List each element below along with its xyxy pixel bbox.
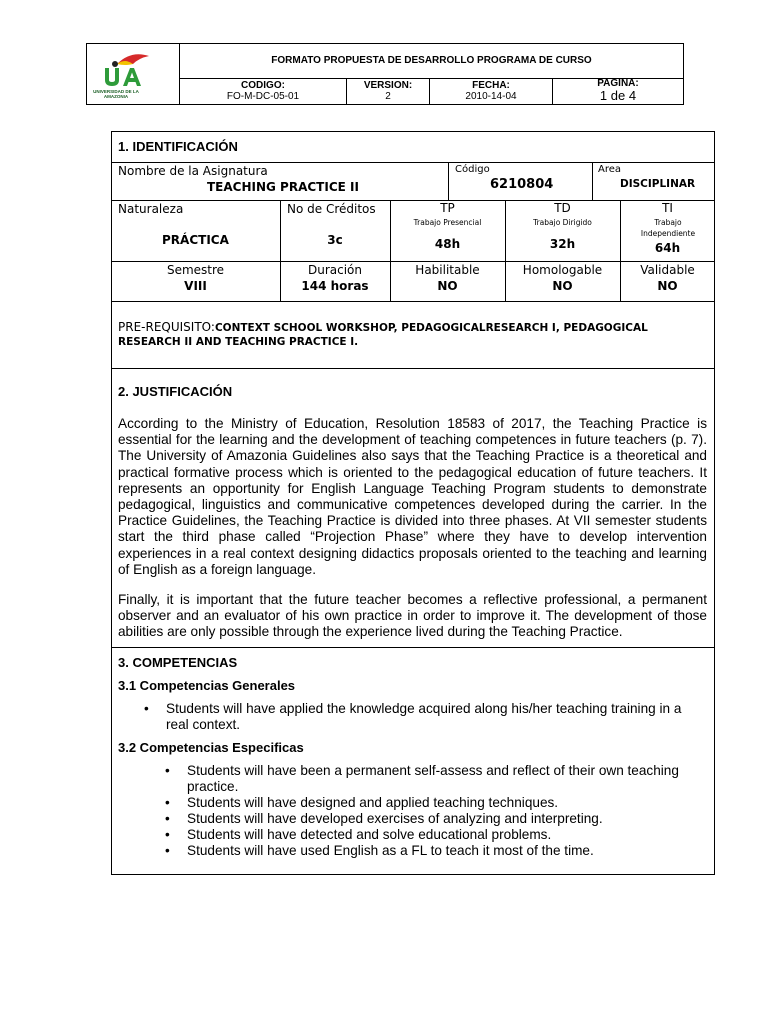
header-version-cell (347, 79, 430, 104)
divider (448, 162, 449, 200)
section-competencias-title: 3. COMPETENCIAS (118, 655, 238, 670)
logo-caption: UNIVERSIDAD DE LA AMAZONIA (93, 89, 139, 99)
naturaleza-value: PRÁCTICA (162, 233, 229, 247)
td-sub: Trabajo Dirigido (533, 218, 592, 227)
creditos-label: No de Créditos (287, 202, 376, 216)
header-fecha-cell (430, 79, 553, 104)
fecha-value: 2010-14-04 (465, 91, 517, 102)
justificacion-paragraph-2: Finally, it is important that the future teacher becomes a reflective professional, a permanent observer and an evaluator of his own practice in order to improve it. The development of those abilities are only possible through the experience lived during the Teaching Practice. (118, 592, 707, 640)
creditos-value: 3c (327, 233, 343, 247)
list-item: • Students will have been a permanent self-assess and reflect of their own teaching practice. (165, 763, 707, 795)
td-label: TD (554, 201, 571, 215)
fecha-label: FECHA: (472, 80, 510, 91)
list-item: • Students will have designed and applied teaching techniques. (165, 795, 707, 811)
divider (111, 301, 715, 302)
codigo-label: CODIGO: (241, 80, 285, 91)
habilitable-value: NO (437, 279, 458, 293)
section-identificacion-title: 1. IDENTIFICACIÓN (118, 139, 238, 154)
nombre-value: TEACHING PRACTICE II (207, 180, 359, 194)
area-value: DISCIPLINAR (620, 178, 696, 190)
version-value: 2 (385, 91, 391, 102)
codigo-label: Código (455, 164, 490, 175)
competencias-especificas-title: 3.2 Competencias Especificas (118, 740, 304, 755)
ti-value: 64h (654, 241, 681, 255)
competencias-generales-title: 3.1 Competencias Generales (118, 678, 296, 693)
codigo-value: 6210804 (490, 177, 554, 192)
naturaleza-label: Naturaleza (118, 202, 184, 216)
prerequisite (118, 320, 648, 334)
ti-sub: Trabajo Independiente (640, 218, 696, 238)
header-pagina-cell (553, 79, 683, 104)
validable-label: Validable (640, 263, 695, 277)
pagina-label: PAGINA: (597, 78, 639, 89)
prereq-label: PRE-REQUISITO: (118, 320, 215, 334)
prereq-value: CONTEXT SCHOOL WORKSHOP, PEDAGOGICALRESEARCH I, PEDAGOGICAL (214, 322, 648, 334)
form-title: FORMATO PROPUESTA DE DESARROLLO PROGRAMA DE CURSO (180, 44, 683, 79)
duracion-value: 144 horas (301, 279, 369, 293)
document-header (86, 43, 684, 105)
duracion-label: Duración (307, 263, 362, 277)
divider (592, 162, 593, 200)
list-item: • Students will have used English as a FL to teach it most of the time. (165, 843, 707, 859)
homologable-value: NO (552, 279, 573, 293)
list-item: • Students will have developed exercises of analyzing and interpreting. (165, 811, 707, 827)
codigo-value: FO-M-DC-05-01 (226, 91, 300, 102)
validable-value: NO (657, 279, 678, 293)
competencias-generales-list (144, 701, 706, 733)
divider (111, 368, 715, 369)
divider (111, 261, 715, 262)
divider (111, 647, 715, 648)
header-codigo-cell (180, 79, 347, 104)
habilitable-label: Habilitable (415, 263, 480, 277)
competencias-especificas-list (165, 763, 707, 859)
td-value: 32h (549, 237, 576, 251)
nombre-label: Nombre de la Asignatura (118, 164, 268, 178)
tp-sub: Trabajo Presencial (413, 218, 482, 227)
version-label: VERSION: (363, 80, 413, 91)
pagina-value: 1 de 4 (599, 88, 637, 103)
university-logo (87, 44, 180, 104)
area-label: Area (598, 164, 622, 175)
homologable-label: Homologable (522, 263, 603, 277)
list-item: • Students will have detected and solve educational problems. (165, 827, 707, 843)
list-item: • Students will have applied the knowledge acquired along his/her teaching training in a real context. (144, 701, 706, 733)
divider (111, 162, 715, 163)
tp-value: 48h (434, 237, 461, 251)
justificacion-paragraph-1: According to the Ministry of Education, Resolution 18583 of 2017, the Teaching Practice is essential for the learning and the development of teaching competences in future teachers (p. 7). The University of Amazonia Guidelines also says that the Teaching Practice is a theoretical and practical formative process which is oriented to the pedagogical education of future teachers. It represents an opportunity for English Language Teaching Program students to demonstrate pedagogical, linguistics and communicative competences developed during the carrier. In the Practice Guidelines, the Teaching Practice is divided into three phases. At VII semester students start the third phase called “Projection Phase” where they have to develop intervention experiences in a real context designing didactics proposals oriented to the teaching and learning of English as a foreign language. (118, 416, 707, 577)
tp-label: TP (440, 201, 455, 215)
ti-label: TI (662, 201, 673, 215)
prereq-value-line-2: RESEARCH II AND TEACHING PRACTICE I. (118, 336, 359, 348)
semestre-label: Semestre (166, 263, 225, 277)
semestre-value: VIII (184, 279, 207, 293)
section-justificacion-title: 2. JUSTIFICACIÓN (118, 384, 233, 399)
